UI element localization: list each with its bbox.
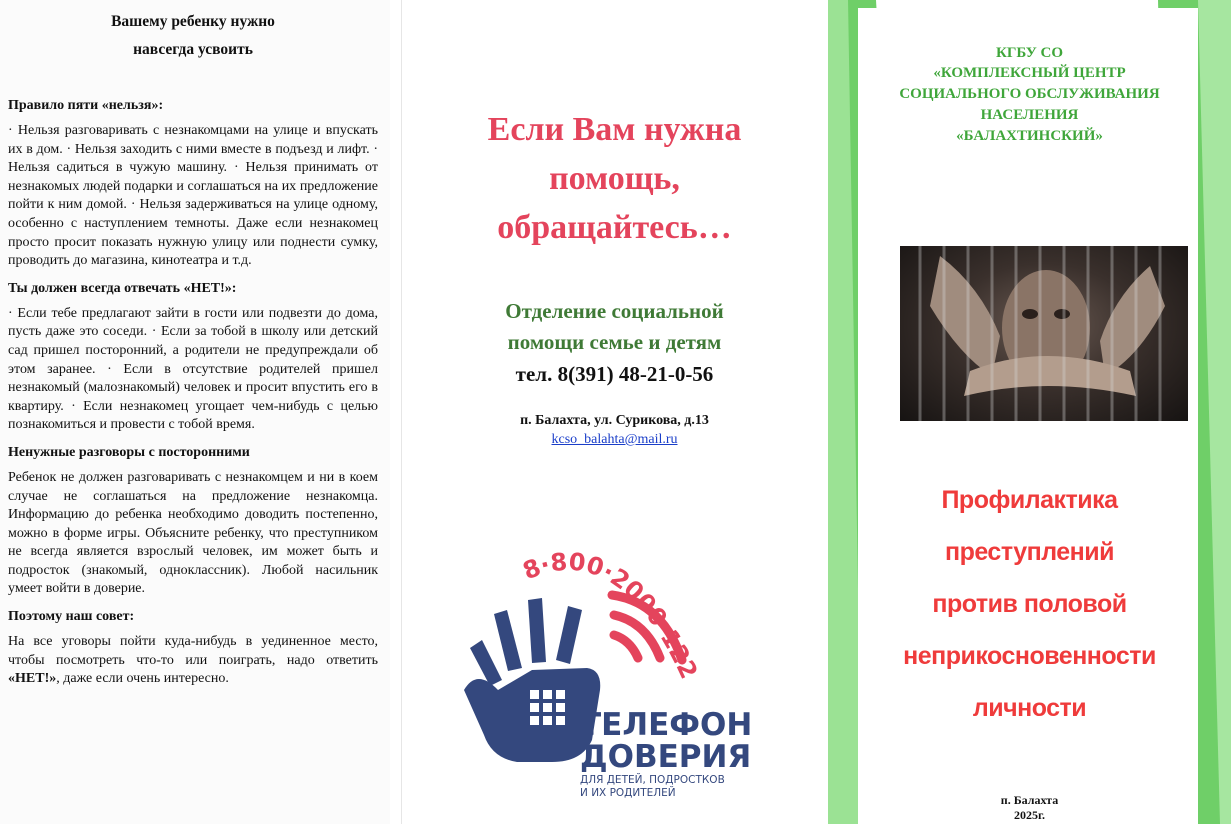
helpline-logo	[402, 540, 826, 810]
phone-number: тел. 8(391) 48-21-0-56	[515, 362, 714, 386]
cover-year: 2025г.	[1013, 808, 1046, 822]
advice-text-start: На все уговоры пойти куда-нибудь в уединенное место, чтобы посмотреть что-то или поиграть, надо ответить	[8, 634, 378, 668]
right-panel	[828, 0, 1231, 824]
org-line-4: НАСЕЛЕНИЯ	[980, 107, 1079, 123]
cover-title-line-3: против половой	[932, 590, 1127, 618]
cover-title-line-1: Профилактика	[941, 486, 1118, 514]
section-title-advice: Поэтому наш совет:	[8, 609, 135, 625]
section-text-five-rules: · Нельзя разговаривать с незнакомцами на улице и впускать их в дом. · Нельзя заходить с ними вместе в подъезд и лифт. · Нельзя садиться в чужую машину. · Нельзя принимать от незнакомых людей подарки и соглашаться на их предложение пойти к ним домой. · Нельзя задерживаться на улице одному, особенно с наступлением темноты. Даже если незнакомец просто просит показать нужную улицу или поднести сумку, проводить до магазина, кинотеатра и т.д.	[8, 123, 378, 269]
keypad-icon	[530, 690, 565, 725]
middle-panel	[401, 0, 826, 824]
headline-line-2: помощь,	[549, 160, 680, 197]
photo-graphic	[900, 246, 1188, 421]
address: п. Балахта, ул. Сурикова, д.13	[520, 413, 709, 428]
cover-title-line-5: личности	[972, 694, 1087, 722]
left-panel	[0, 0, 390, 824]
section-text-say-no: · Если тебе предлагают зайти в гости или подвезти до дома, пусть даже это соседи. · Если за тобой в школу или детский сад пришел посторонний, а родители не предупреждали об этом заранее. · Если в отсутствие родителей пришел незнакомый (малознакомый) человек и просит впустить его в квартиру. · Если незнакомец угощает чем-нибудь с целью познакомиться и провести с тобой время.	[8, 305, 378, 433]
advice-text-no: «НЕТ!»	[8, 671, 57, 687]
org-line-5: «БАЛАХТИНСКИЙ»	[956, 128, 1103, 144]
helpline-name-line-2: ДОВЕРИЯ	[580, 739, 752, 775]
cover-title-line-4: неприкосновенности	[903, 642, 1156, 670]
section-title-say-no: Ты должен всегда отвечать «НЕТ!»:	[8, 280, 237, 296]
left-heading	[8, 8, 378, 64]
signal-arc-small	[614, 635, 638, 658]
headline-line-3: обращайтесь…	[497, 209, 732, 246]
section-text-strangers: Ребенок не должен разговаривать с незнакомцем и ни в коем случае не соглашаться на предложение незнакомца. Информацию до ребенка необходимо доводить постепенно, можно в форме игры. Объясните ребенку, что преступником не всегда является взрослый человек, им может быть и подросток (знакомый, одноклассник). Любой насильник умеет войти в доверие.	[8, 469, 378, 597]
section-text-advice	[8, 633, 378, 689]
department-line-2: помощи семье и детям	[507, 330, 722, 354]
left-heading-line-1: Вашему ребенку нужно	[111, 13, 275, 30]
org-line-3: СОЦИАЛЬНОГО ОБСЛУЖИВАНИЯ	[899, 86, 1160, 102]
section-title-strangers: Ненужные разговоры с посторонними	[8, 444, 250, 460]
section-title-five-rules: Правило пяти «нельзя»:	[8, 98, 164, 113]
left-heading-line-2: навсегда усвоить	[133, 41, 253, 58]
helpline-sub-line-2: И ИХ РОДИТЕЛЕЙ	[580, 787, 676, 799]
headline-line-1: Если Вам нужна	[487, 111, 742, 148]
org-line-1: КГБУ СО	[995, 45, 1064, 61]
helpline-number: 8·800·2000·122	[518, 547, 703, 684]
helpline-name-line-1: ТЕЛЕФОН	[580, 707, 753, 743]
helpline-sub-line-1: ДЛЯ ДЕТЕЙ, ПОДРОСТКОВ	[580, 774, 725, 786]
org-line-2: «КОМПЛЕКСНЫЙ ЦЕНТР	[933, 65, 1126, 81]
cover-photo	[900, 246, 1188, 421]
advice-text-end: , даже если очень интересно.	[56, 671, 229, 687]
department-line-1: Отделение социальной	[505, 299, 724, 323]
cover-place: п. Балахта	[1000, 793, 1059, 807]
email-link[interactable]: kcso_balahta@mail.ru	[551, 432, 678, 447]
cover-title-line-2: преступлений	[944, 538, 1114, 566]
